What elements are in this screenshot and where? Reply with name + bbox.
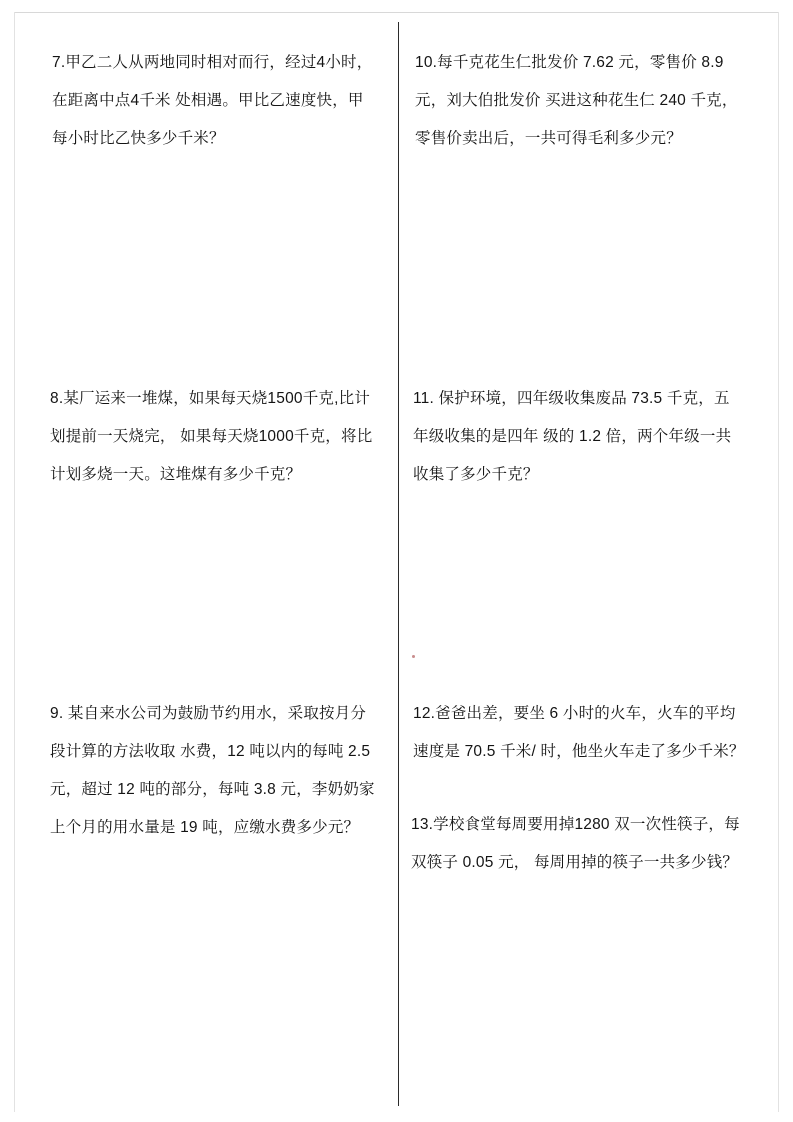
question-item — [413, 380, 745, 494]
question-item — [52, 44, 374, 158]
question-text: 11. 保护环境，四年级收集废品 73.5 千克，五年级收集的是四年 级的 1.2 倍，两个年级一共收集了多少千克？ — [413, 390, 732, 483]
question-item — [413, 695, 745, 771]
column-divider — [398, 22, 399, 1106]
page-border-left — [14, 12, 15, 1112]
stray-mark — [412, 655, 415, 658]
question-item — [415, 44, 745, 158]
question-text: 9. 某自来水公司为鼓励节约用水，采取按月分段计算的方法收取 水费，12 吨以内的每吨 2.5 元，超过 12 吨的部分，每吨 3.8 元，李奶奶家上个月的用水量是 19 吨，应缴水费多少元？ — [50, 705, 375, 836]
question-text: 10.每千克花生仁批发价 7.62 元，零售价 8.9 元，刘大伯批发价 买进这种花生仁 240 千克，零售价卖出后，一共可得毛利多少元？ — [415, 54, 738, 147]
question-item — [50, 380, 378, 494]
question-text: 12.爸爸出差，要坐 6 小时的火车，火车的平均速度是 70.5 千米/ 时，他坐火车走了多少千米？ — [413, 705, 745, 760]
question-item — [50, 695, 378, 847]
question-text: 13.学校食堂每周要用掉1280 双一次性筷子，每双筷子 0.05 元， 每周用掉的筷子一共多少钱？ — [411, 816, 740, 871]
question-text: 8.某厂运来一堆煤，如果每天烧1500千克,比计划提前一天烧完， 如果每天烧1000千克，将比计划多烧一天。这堆煤有多少千克？ — [50, 390, 373, 483]
question-text: 7.甲乙二人从两地同时相对而行，经过4小时，在距离中点4千米 处相遇。甲比乙速度快，甲每小时比乙快多少千米？ — [52, 54, 373, 147]
question-item — [411, 806, 745, 882]
page-border-right — [778, 12, 779, 1112]
page-border-top — [14, 12, 779, 13]
